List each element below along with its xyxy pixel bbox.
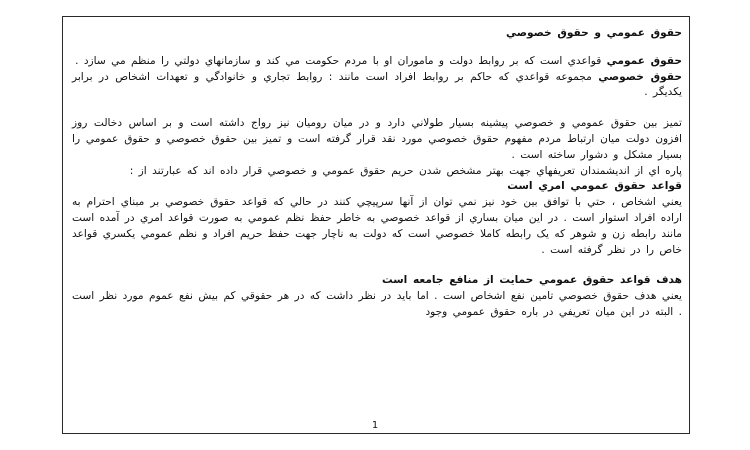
- private-law-text: مجموعه قواعدي که حاکم بر روابط افراد است مانند : روابط تجاري و خانوادگي و تعهدات اشخاص در برابر يکديگر .: [72, 70, 682, 99]
- mandatory-rules-heading: قواعد حقوق عمومي امري است: [507, 180, 682, 193]
- public-law-term: حقوق عمومي: [606, 54, 682, 67]
- mandatory-rules-paragraph: يعني اشخاص ، حتي با توافق بين خود نيز نمي توان از آنها سرپيچي کنند در حالي که قواعد حقوق خصوصي بر مبناي احترام به اراده افراد استوار است . در اين ميان بساري از قواعد خصوصي به خاطر حفظ نظم عمومي به صورت قواعد امري در آمده است مانند رابطه زن و شوهر که يک رابطه کاملا خصوصي است که دولت به ناچار جهت حفظ حريم افراد و نظم عمومي يکسري قواعد خاص را در نظر گرفته است .: [72, 196, 682, 256]
- private-law-definition: [72, 70, 682, 102]
- paragraph-gap: [72, 101, 682, 116]
- purpose-heading: هدف قواعد حقوق عمومي حمايت از منافع جامعه است: [382, 274, 682, 287]
- document-body: [72, 26, 682, 321]
- page-number: 1: [371, 420, 379, 431]
- paragraph-gap: [72, 258, 682, 273]
- private-law-term: حقوق خصوصي: [598, 70, 682, 83]
- purpose-paragraph: يعني هدف حقوق خصوصي تامين نفع اشخاص است . اما بايد در نظر داشت که در هر حقوقي کم بيش نفع عموم مورد نظر است . البته در اين ميان تعريفي در باره حقوق عمومي وجود: [72, 290, 682, 318]
- public-law-definition: [72, 54, 682, 70]
- document-title: حقوق عمومي و حقوق خصوصي: [505, 27, 682, 39]
- definitions-paragraph: پاره اي از انديشمندان تعريفهاي جهت بهتر مشخص شدن حريم حقوق عمومي و خصوصي قرار داده اند که عبارتند از :: [129, 164, 682, 177]
- public-law-text: قواعدي است که بر روابط دولت و ماموران او با مردم حکومت مي کند و سازمانهاي دولتي را منظم مي سازد .: [75, 54, 607, 67]
- distinction-paragraph: تميز بين حقوق عمومي و خصوصي پيشينه بسيار طولاني دارد و در ميان رومیان نيز رواج داشته است و بر اساس دخالت روز افزون دولت ميان ارتباط مردم مفهوم حقوق خصوصي مورد نقد قرار گرفته است و تميز بين حقوق خصوصي و حقوق عمومي را بسيار مشکل و دشوار ساخته است .: [72, 117, 682, 161]
